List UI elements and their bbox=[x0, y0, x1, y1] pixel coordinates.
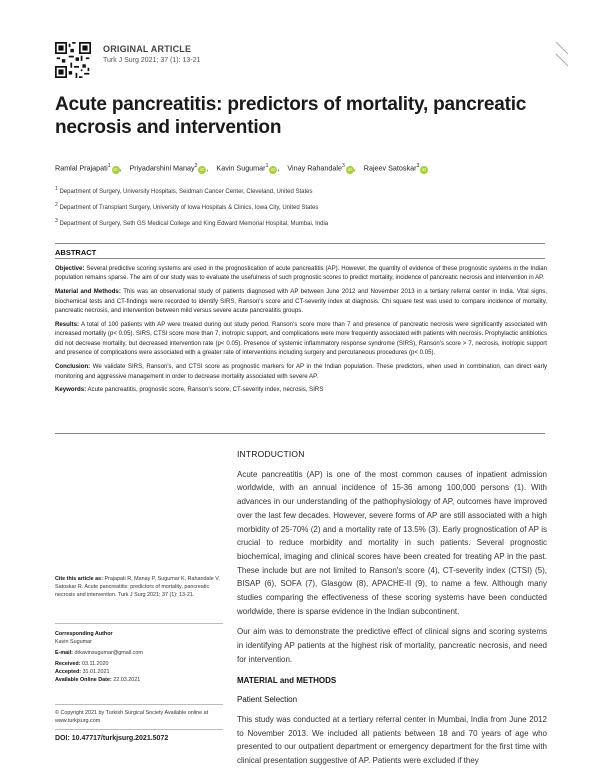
orcid-icon[interactable]: iD bbox=[347, 167, 352, 173]
page-corner-decoration bbox=[554, 40, 570, 70]
article-header bbox=[103, 44, 200, 64]
abstract-bottom-rule bbox=[55, 433, 545, 434]
corresponding-author-box: Corresponding Author Kavin Sugumar E-mail: drkavinsugumar@gmail.com Received: 03.11.2020 Accepted: 31.01.2021 Available Online Date: 22.03.2021 bbox=[55, 631, 143, 683]
abstract-objective: Objective: Several predictive scoring systems are used in the prognostication of acute pancreatitis (AP). However, the quantity of evidence of these prognostic systems in the Indian population remains sparse. The aim of our study was to evaluate the usefulness of such prognostic scores to predict mortality, incidence of pancreatic necrosis and intervention in AP. bbox=[55, 265, 547, 282]
abstract-methods: Material and Methods: This was an observational study of patients diagnosed with AP between June 2012 and November 2013 in a tertiary referral center in India. Vital signs, biochemical tests and CT-findings were recorded to identify SIRS, Ranson's score and CT-severity index at diagnosis. Chi square test was used to compare incidence of mortality, pancreatic necrosis, and intervention between mild versus severe acute pancreatitis groups. bbox=[55, 288, 547, 315]
article-title: Acute pancreatitis: predictors of mortality, pancreatic necrosis and intervention bbox=[55, 94, 527, 138]
author: Ramlal Prajapati$^1$iD , bbox=[55, 163, 122, 173]
paragraph: Acute pancreatitis (AP) is one of the most common causes of inpatient admission worldwide, with an annual incidence of 15-36 among 100,000 persons (1). With advances in our understanding of the pathophysiology of AP, outcomes have improved over the last few decades. However, severe forms of AP are still associated with a high morbidity of 25-70% (2) and a mortality rate of 13.5% (3). Early prognostication of AP is crucial to reduce morbidity and mortality in such patients. Several prognostic biochemical, imaging and clinical scores have been created for treating AP in the past. These include but are not limited to Ranson's score (4), CT-severity index (CTSI) (5), BISAP (6), SOFA (7), Glasgow (8), APACHE-II (9), to name a few. Although many studies comparing the effectiveness of these scoring systems have been conducted worldwide, there is sparse evidence in the Indian subcontinent. bbox=[237, 469, 547, 616]
abstract-keywords: Keywords: Acute pancreatitis, prognostic score, Ranson's score, CT-severity index, necrosis, SIRS bbox=[55, 386, 324, 394]
author-list bbox=[55, 163, 575, 174]
affiliation: $^3$ Department of Surgery, Seth GS Medical College and King Edward Memorial Hospital, Mumbai, India bbox=[55, 218, 329, 227]
orcid-icon[interactable]: iD bbox=[200, 167, 205, 173]
abstract-top-rule bbox=[55, 243, 545, 244]
sidebar-rule bbox=[55, 704, 223, 705]
email-link[interactable]: drkavinsugumar@gmail.com bbox=[74, 650, 143, 656]
abstract-heading: ABSTRACT bbox=[55, 248, 97, 257]
copyright-note: © Copyright 2021 by Turkish Surgical Society Available online at www.turkjsurg.com bbox=[55, 710, 209, 724]
abstract-conclusion: Conclusion: We validate SIRS, Ranson's, and CTSI score as prognostic markers for AP in the Indian population. These predictors, when used in combination, can direct early monitoring and aggressive management in order to decrease mortality associated with severe AP. bbox=[55, 363, 547, 380]
author: Vinay Rahandale$^3$iD , bbox=[287, 163, 356, 173]
doi[interactable]: DOI: 10.47717/turkjsurg.2021.5072 bbox=[55, 735, 169, 742]
author: Rajeev Satoskar$^3$iD bbox=[363, 163, 427, 173]
orcid-icon[interactable]: iD bbox=[113, 167, 118, 173]
affiliations bbox=[55, 183, 555, 231]
author: Kavin Sugumar$^1$iD , bbox=[216, 163, 280, 173]
author: Priyadarshini Manay$^2$iD , bbox=[129, 163, 209, 173]
orcid-icon[interactable]: iD bbox=[271, 167, 276, 173]
paragraph: Our aim was to demonstrate the predictive effect of clinical signs and scoring systems in identifying AP patients at the highest risk of mortality, pancreatic necrosis, and need for intervention. bbox=[237, 627, 547, 664]
section-heading-methods: MATERIAL and METHODS bbox=[237, 675, 337, 685]
abstract-heading-rule bbox=[55, 258, 545, 259]
journal-citation: Turk J Surg 2021; 37 (1): 13-21 bbox=[103, 57, 201, 64]
sidebar-rule bbox=[55, 729, 223, 730]
abstract-body bbox=[55, 264, 547, 399]
section-heading-introduction: INTRODUCTION bbox=[237, 449, 305, 459]
orcid-icon[interactable]: iD bbox=[422, 167, 427, 173]
paragraph: This study was conducted at a tertiary referral center in Mumbai, India from June 2012 to November 2013. We included all patients between 18 and 70 years of age who presented to our outpatient department or emergency department for the first time with clinical presentation suggestive of AP. Patients were excluded if they bbox=[237, 714, 547, 766]
sidebar-rule bbox=[55, 623, 223, 624]
affiliation: $^2$ Department of Transplant Surgery, University of Iowa Hospitals & Clinics, Iowa City, United States bbox=[55, 202, 319, 211]
subsection-heading: Patient Selection bbox=[237, 695, 298, 705]
body-column bbox=[237, 448, 547, 775]
article-type: ORIGINAL ARTICLE bbox=[103, 44, 192, 54]
abstract-results: Results: A total of 100 patients with AP were treated during out study period. Ranson's score more than 7 and presence of pancreatic necrosis were significantly associated with increased mortality (p< 0.05). SIRS, CTSI score more than 7, inotropic support, and complications were more frequently associated with patients with necrosis. Prophylactic antibiotics did not decrease mortality, but decreased intervention rate (p< 0.05). Presence of systemic inflammatory response syndrome (SIRS), Ranson's score > 7, necrosis, inotropic support and presence of complications were associated with a greater rate of interventions including surgery and percutaneous procedures (p< 0.05). bbox=[55, 321, 547, 357]
qr-code bbox=[55, 42, 91, 78]
cite-box: Cite this article as: Prajapati R, Manay P, Sugumar K, Rahandale V, Satoskar R. Acute pancreatitis: predictors of mortality, pancreatic necrosis and intervention. Turk J Surg 2021; 37 (1): 13-21. bbox=[55, 576, 220, 598]
affiliation: $^1$ Department of Surgery, University Hospitals, Seidman Cancer Center, Cleveland, United States bbox=[55, 186, 313, 195]
